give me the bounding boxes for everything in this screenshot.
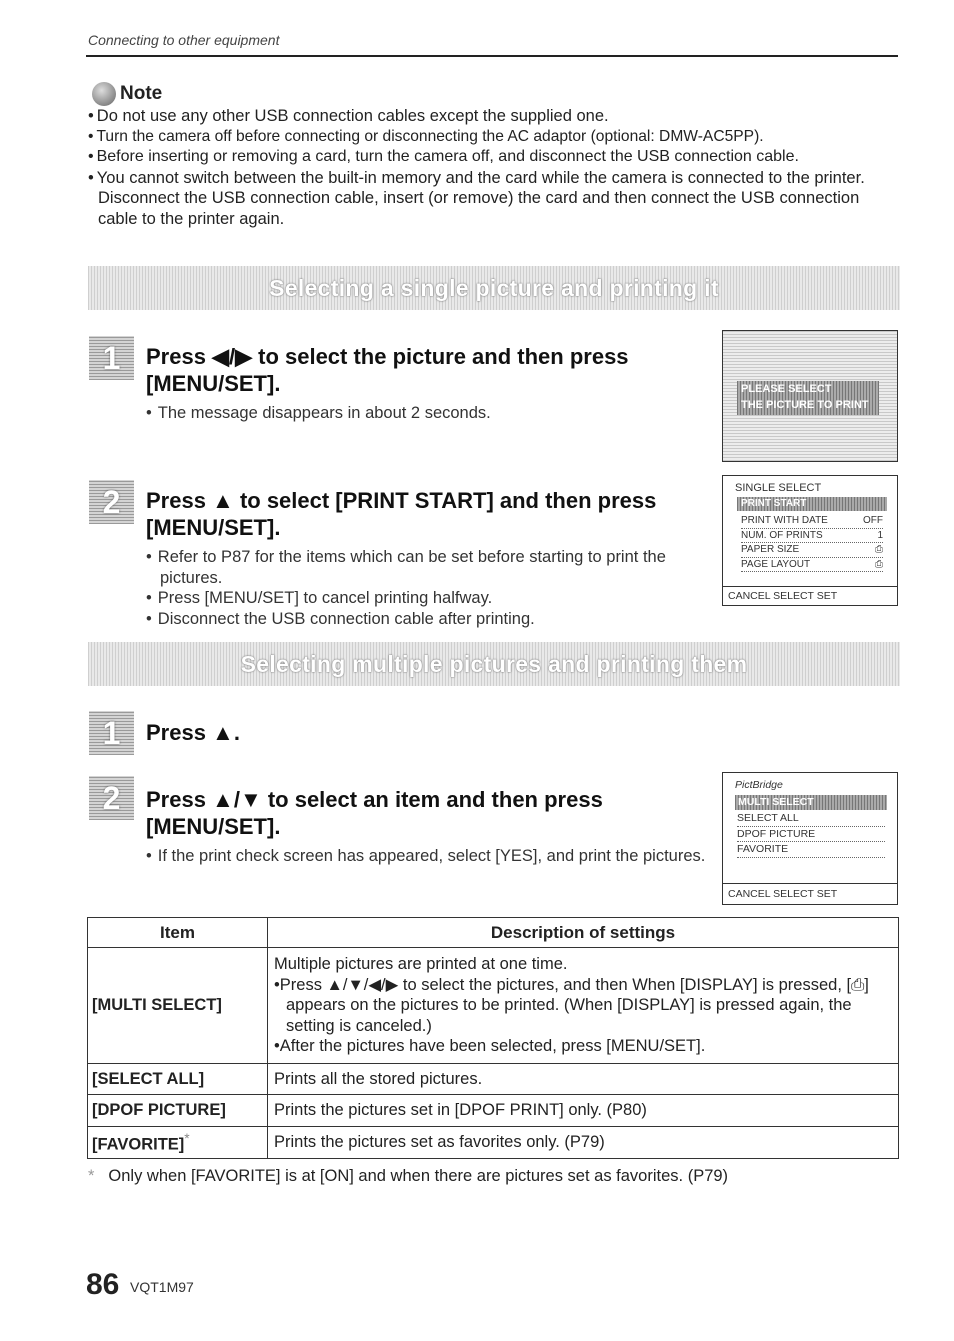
note-item: • You cannot switch between the built-in memory and the card while the camera is connected to the printer. Disconnect the USB connection cable, insert (or remove) the card and then connect the USB connection cable to the printer again.: [88, 168, 900, 230]
step-number-badge: 2: [89, 776, 134, 820]
step-bullet: • Refer to P87 for the items which can be set before starting to print the pictures.: [146, 547, 712, 588]
screen-footer: CANCEL SELECT SET: [723, 883, 897, 904]
screen-row: [741, 514, 883, 529]
note-title: [92, 82, 162, 106]
screen-menu-rows: [737, 811, 885, 858]
screen-title: PictBridge: [735, 779, 783, 791]
screen-message-line: PLEASE SELECT: [741, 383, 832, 395]
step-bullet: • The message disappears in about 2 seconds.: [146, 403, 706, 424]
step-title: Press ▲.: [146, 720, 240, 745]
header-divider: [86, 55, 898, 57]
screen-row: [741, 558, 883, 573]
screen-row: SELECT ALL: [737, 811, 885, 827]
note-title-text: Note: [120, 83, 163, 104]
screen-row: [741, 529, 883, 544]
screen-highlight-item: PRINT START: [737, 497, 887, 511]
screen-footer: CANCEL SELECT SET: [723, 586, 897, 605]
screen-row-value: 1: [877, 529, 883, 541]
footnote-text: Only when [FAVORITE] is at [ON] and when there are pictures set as favorites. (P79): [108, 1167, 729, 1185]
step-bullets: [146, 547, 712, 629]
screen-message-line: THE PICTURE TO PRINT: [741, 399, 869, 411]
description-line: Multiple pictures are printed at one time.: [274, 955, 568, 974]
printer-icon: ⎙: [875, 544, 883, 555]
step-number-badge: 2: [89, 480, 134, 524]
table-header-item: Item: [88, 918, 268, 948]
page-number: 86: [86, 1268, 120, 1301]
document-code: VQT1M97: [130, 1279, 194, 1295]
screen-row: FAVORITE: [737, 842, 885, 858]
camera-screen-pictbridge: [722, 772, 898, 905]
step-number-badge: 1: [89, 336, 134, 380]
note-list: [88, 106, 900, 229]
settings-table: [87, 917, 899, 1159]
table-item-cell: [DPOF PICTURE]: [88, 1095, 268, 1127]
table-description-cell: [268, 948, 899, 1064]
screen-row-label: NUM. OF PRINTS: [741, 529, 823, 541]
table-header-description: Description of settings: [268, 918, 899, 948]
note-item: • Do not use any other USB connection cables except the supplied one.: [88, 106, 900, 127]
step-bullet: • Press [MENU/SET] to cancel printing halfway.: [146, 588, 712, 609]
description-line: •Press ▲/▼/◀/▶ to select the pictures, and then When [DISPLAY] is pressed, [⎙] appears on the pictures to be printed. (When [DISPLAY] is pressed again, the setting is canceled.): [274, 975, 869, 1035]
section-banner-title: Selecting a single picture and printing it: [269, 274, 719, 301]
note-item: • Turn the camera off before connecting or disconnecting the AC adaptor (optional: DMW-AC5PP).: [88, 127, 900, 148]
screen-title: SINGLE SELECT: [735, 482, 822, 494]
footnote-mark: *: [184, 1130, 190, 1146]
section-banner-title: Selecting multiple pictures and printing them: [240, 650, 748, 677]
table-row: [88, 948, 899, 1064]
table-description-cell: Prints the pictures set as favorites only. (P79): [268, 1127, 899, 1159]
table-row: [88, 1127, 899, 1159]
screen-row: DPOF PICTURE: [737, 827, 885, 843]
table-row: [88, 1064, 899, 1095]
screen-row: [741, 543, 883, 558]
screen-row-label: PAPER SIZE: [741, 544, 800, 555]
screen-menu-rows: [741, 514, 883, 572]
section-banner-multiple: [88, 642, 900, 686]
printer-icon: ⎙: [875, 558, 883, 570]
step-bullet: • Disconnect the USB connection cable after printing.: [146, 609, 712, 630]
step-title: Press ◀/▶ to select the picture and then press [MENU/SET].: [146, 344, 629, 396]
section-header: Connecting to other equipment: [88, 32, 280, 48]
section-banner-single: [88, 266, 900, 310]
table-description-cell: Prints all the stored pictures.: [268, 1064, 899, 1095]
screen-row-label: PRINT WITH DATE: [741, 515, 828, 526]
step-title: Press ▲/▼ to select an item and then press [MENU/SET].: [146, 787, 603, 839]
footnote-mark: *: [88, 1167, 95, 1185]
step-bullet: • If the print check screen has appeared, select [YES], and print the pictures.: [146, 846, 706, 867]
camera-screen-print-menu: [722, 475, 898, 606]
screen-highlight-item: MULTI SELECT: [735, 795, 887, 810]
screen-row-label: PAGE LAYOUT: [741, 558, 811, 570]
description-line: •After the pictures have been selected, press [MENU/SET].: [274, 1037, 706, 1056]
note-icon: [92, 82, 116, 106]
table-item-cell: [88, 1127, 268, 1159]
table-header-row: [88, 918, 899, 948]
note-item: • Before inserting or removing a card, turn the camera off, and disconnect the USB connection cable.: [88, 147, 900, 168]
step-bullets: [146, 846, 706, 867]
table-item-text: [FAVORITE]: [92, 1135, 185, 1154]
table-row: [88, 1095, 899, 1127]
table-description-cell: Prints the pictures set in [DPOF PRINT] only. (P80): [268, 1095, 899, 1127]
step-number-badge: 1: [89, 711, 134, 755]
footnote: [88, 1167, 728, 1186]
table-item-cell: [MULTI SELECT]: [88, 948, 268, 1064]
camera-screen-preview: [722, 330, 898, 462]
step-bullets: [146, 403, 706, 424]
screen-row-value: OFF: [863, 515, 883, 526]
screen-message: [737, 381, 879, 415]
step-title: Press ▲ to select [PRINT START] and then press [MENU/SET].: [146, 488, 657, 540]
table-item-cell: [SELECT ALL]: [88, 1064, 268, 1095]
